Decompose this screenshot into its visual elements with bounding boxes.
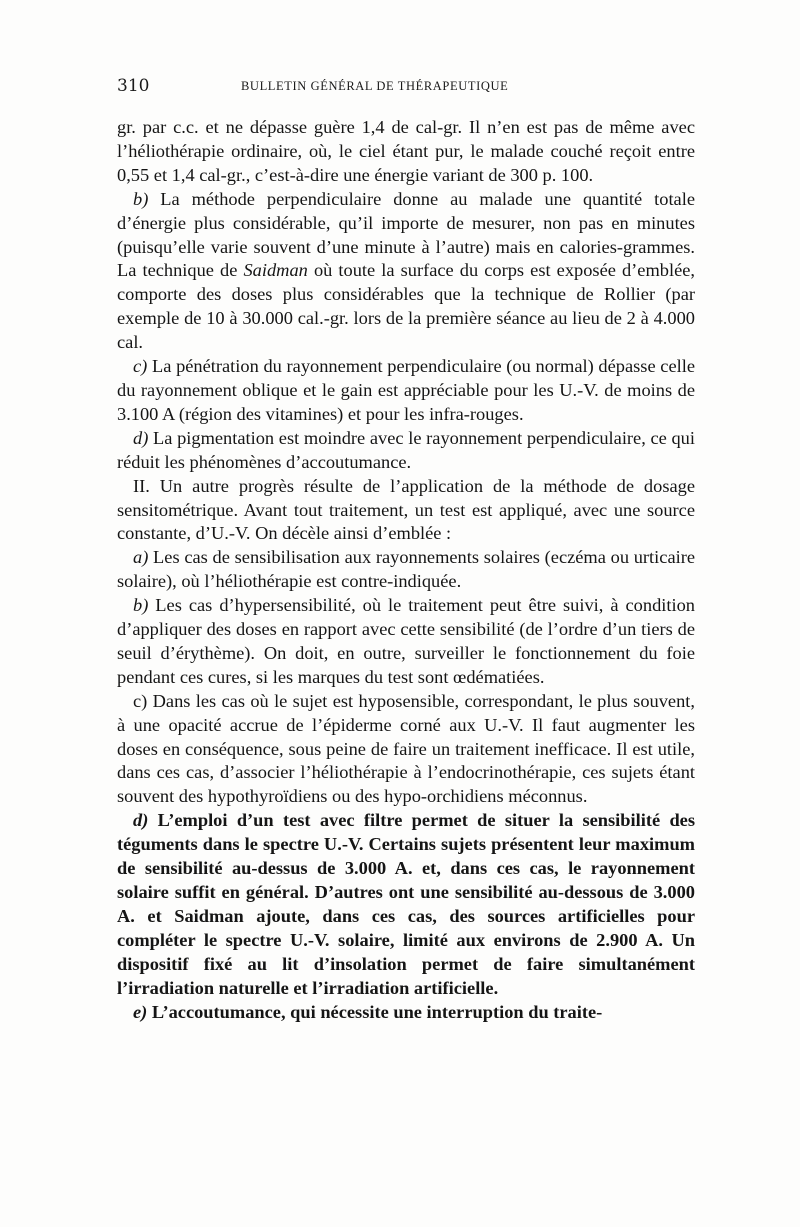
- italic-text: c): [133, 356, 148, 377]
- italic-text: b): [133, 188, 149, 209]
- paragraph-text: La pigmentation est moindre avec le rayonnement perpendiculaire, ce qui réduit les phénomènes d’accoutumance.: [117, 427, 695, 472]
- paragraph-text: L’accoutumance, qui nécessite une interruption du traite-: [147, 1001, 603, 1022]
- paragraph: [117, 427, 695, 475]
- page-header: [117, 76, 694, 100]
- paragraph: [117, 475, 695, 547]
- paragraph: [117, 116, 695, 188]
- body-text: [117, 116, 695, 1024]
- paragraph: [117, 1001, 695, 1025]
- paragraph: [117, 690, 695, 810]
- italic-text: d): [133, 427, 149, 448]
- paragraph-text: Les cas d’hypersensibilité, où le traitement peut être suivi, à condition d’appliquer des doses en rapport avec cette sensibilité (de l’ordre d’un tiers de seuil d’érythème). On doit, en outre, surveiller le fonctionnement du foie pendant ces cures, si les marques du test sont œdématiées.: [117, 595, 695, 687]
- paragraph: [117, 809, 695, 1000]
- italic-text: b): [133, 595, 149, 616]
- paragraph: [117, 188, 695, 355]
- running-title: BULLETIN GÉNÉRAL DE THÉRAPEUTIQUE: [241, 79, 509, 93]
- italic-text: d): [133, 810, 149, 831]
- paragraph-text: c) Dans les cas où le sujet est hyposensible, correspondant, le plus souvent, à une opacité accrue de l’épiderme corné aux U.-V. Il faut augmenter les doses en conséquence, sous peine de faire un traitement inefficace. Il est utile, dans ces cas, d’associer l’héliothérapie à l’endocrinothérapie, ces sujets étant souvent des hypothyroïdiens ou des hypo-orchidiens méconnus.: [117, 690, 695, 807]
- paragraph: [117, 594, 695, 690]
- paragraph-text: L’emploi d’un test avec filtre permet de situer la sensibilité des téguments dans le spectre U.-V. Certains sujets présentent leur maximum de sensibilité au-dessus de 3.000 A. et, dans ces cas, le rayonnement solaire suffit en général. D’autres ont une sensibilité au-dessous de 3.000 A. et Saidman ajoute, dans ces cas, des sources artificielles pour compléter le spectre U.-V. solaire, limité aux environs de 2.900 A. Un dispositif fixé au lit d’insolation permet de faire simultanément l’irradiation naturelle et l’irradiation artificielle.: [117, 810, 695, 998]
- italic-text: e): [133, 1001, 148, 1022]
- paragraph: [117, 355, 695, 427]
- italic-text: a): [133, 547, 149, 568]
- paragraph-text: où toute la surface du corps est exposée d’emblée, comporte des doses plus considérables que la technique de Rollier (par exemple de 10 à 30.000 cal.-gr. lors de la première séance au lieu de 2 à 4.000 cal.: [117, 260, 695, 353]
- paragraph: [117, 546, 695, 594]
- page-number: 310: [117, 76, 150, 96]
- italic-text: Saidman: [243, 260, 308, 281]
- paragraph-text: La pénétration du rayonnement perpendiculaire (ou normal) dépasse celle du rayonnement oblique et le gain est appréciable pour les U.-V. de moins de 3.100 A (région des vitamines) et pour les infra-rouges.: [117, 356, 695, 424]
- paragraph-text: Les cas de sensibilisation aux rayonnements solaires (eczéma ou urticaire solaire), où l’héliothérapie est contre-indiquée.: [117, 547, 695, 592]
- paragraph-text: gr. par c.c. et ne dépasse guère 1,4 de cal-gr. Il n’en est pas de même avec l’héliothérapie ordinaire, où, le ciel étant pur, le malade couché reçoit entre 0,55 et 1,4 cal-gr., c’est-à-dire une énergie variant de 300 p. 100.: [117, 117, 695, 185]
- paragraph-text: La méthode perpendiculaire donne au malade une quantité totale d’énergie plus considérable, qu’il importe de mesurer, non pas en minutes (puisqu’elle varie souvent d’une minute à l’autre) mais en calories-grammes. La technique de: [117, 188, 695, 281]
- paragraph-text: II. Un autre progrès résulte de l’application de la méthode de dosage sensitométrique. Avant tout traitement, un test est appliqué, avec une source constante, d’U.-V. On décèle ainsi d’emblée :: [117, 475, 695, 544]
